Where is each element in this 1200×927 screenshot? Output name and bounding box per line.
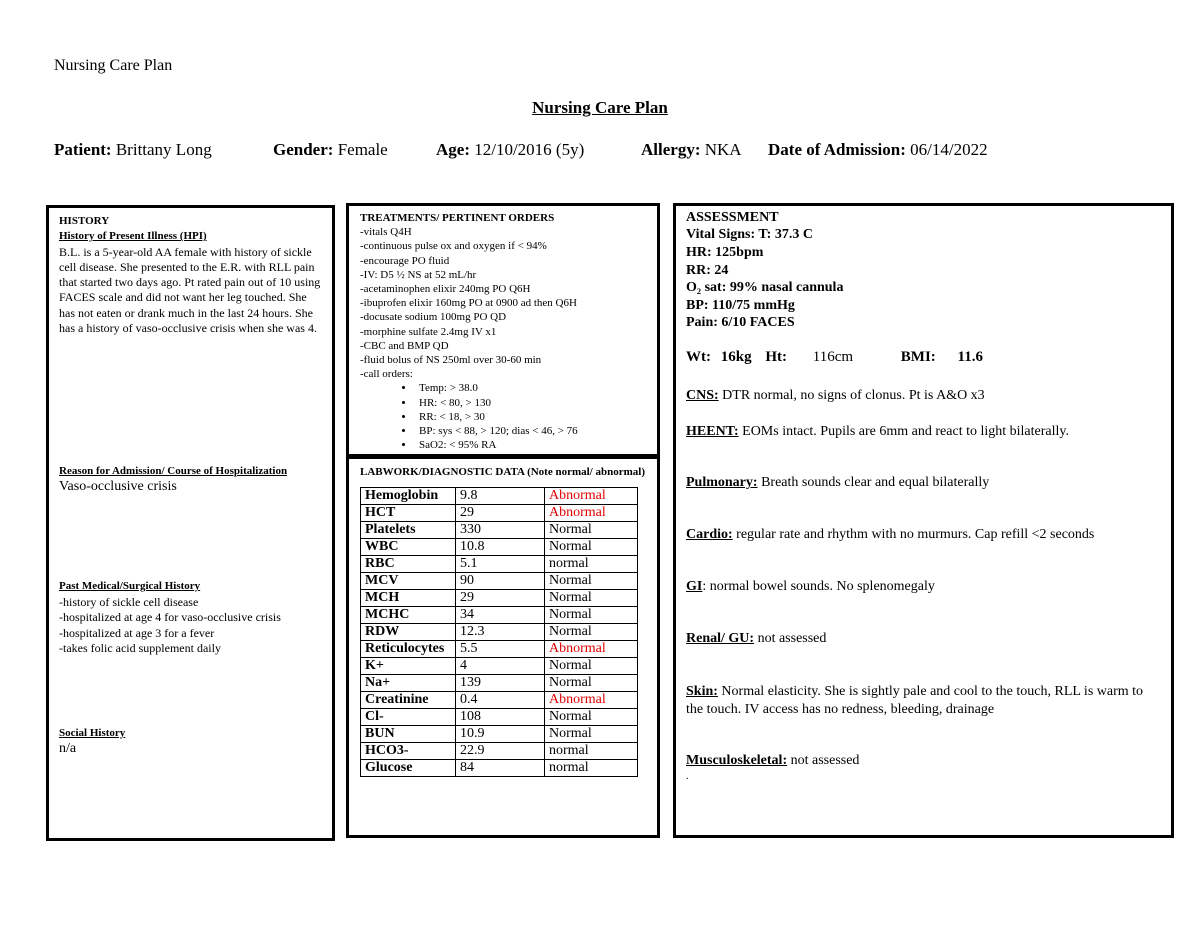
call-order-item: • Temp: > 38.0 (415, 381, 646, 395)
lab-name-cell: Platelets (361, 522, 456, 539)
treatment-item: -acetaminophen elixir 240mg PO Q6H (360, 283, 531, 296)
lab-value-cell: 330 (456, 522, 545, 539)
lab-row (361, 624, 638, 641)
lab-row (361, 760, 638, 777)
trailing-dot: . (686, 771, 689, 782)
lab-value-cell: 84 (456, 760, 545, 777)
lab-row (361, 658, 638, 675)
lab-name-cell: Hemoglobin (361, 488, 456, 505)
treatment-item: -encourage PO fluid (360, 254, 450, 267)
lab-row (361, 607, 638, 624)
age-label: Age: (436, 140, 470, 159)
labwork-box (346, 456, 660, 838)
treatment-item: -vitals Q4H (360, 226, 412, 239)
patient-field (54, 140, 212, 160)
running-header: Nursing Care Plan (54, 57, 173, 74)
lab-row (361, 488, 638, 505)
vitals-hr: HR: 125bpm (686, 245, 764, 260)
pmh-item: -hospitalized at age 4 for vaso-occlusive crisis (59, 610, 281, 625)
call-order-item: • HR: < 80, > 130 (415, 396, 646, 410)
admission-label: Date of Admission: (768, 140, 906, 159)
lab-name-cell: RBC (361, 556, 456, 573)
call-order-item: • SaO2: < 95% RA (415, 438, 646, 452)
lab-name-cell: BUN (361, 726, 456, 743)
pulmonary-row (686, 475, 1161, 491)
lab-row (361, 539, 638, 556)
lab-row (361, 522, 638, 539)
renal-label: Renal/ GU: (686, 631, 755, 646)
lab-status-cell: Abnormal (545, 488, 638, 505)
heent-text: EOMs intact. Pupils are 6mm and react to light bilaterally. (738, 424, 1069, 439)
vitals-pain: Pain: 6/10 FACES (686, 315, 795, 330)
assessment-heading: ASSESSMENT (686, 210, 779, 225)
lab-status-cell: Normal (545, 573, 638, 590)
wt-value: 16kg (720, 349, 752, 365)
treatments-heading: TREATMENTS/ PERTINENT ORDERS (360, 212, 555, 224)
bmi-label: BMI: (900, 349, 936, 365)
lab-value-cell: 22.9 (456, 743, 545, 760)
labwork-heading: LABWORK/DIAGNOSTIC DATA (Note normal/ abnormal) (360, 466, 645, 478)
gi-row (686, 579, 1161, 595)
ht-label: Ht: (765, 349, 788, 365)
lab-status-cell: normal (545, 556, 638, 573)
reason-text: Vaso-occlusive crisis (59, 479, 177, 494)
history-box (46, 205, 335, 841)
lab-name-cell: HCO3- (361, 743, 456, 760)
lab-status-cell: Normal (545, 522, 638, 539)
wt-label: Wt: (686, 349, 711, 365)
hpi-text: B.L. is a 5-year-old AA female with history of sickle cell disease. She presented to the E.R. with RLL pain that started two days ago. Pt rated pain out of 10 using FACES scale and did not want her leg touched. She has not eaten or drank much in the last 24 hours. She has a history of vaso-occlusive crisis when she was 4. (59, 244, 321, 336)
admission-value: 06/14/2022 (910, 140, 988, 159)
lab-row (361, 692, 638, 709)
treatment-item: -fluid bolus of NS 250ml over 30-60 min (360, 354, 542, 367)
history-heading: HISTORY (59, 215, 110, 227)
lab-status-cell: normal (545, 760, 638, 777)
lab-name-cell: WBC (361, 539, 456, 556)
lab-name-cell: Reticulocytes (361, 641, 456, 658)
lab-row (361, 743, 638, 760)
bmi-value: 11.6 (957, 349, 983, 365)
msk-row (686, 753, 1161, 769)
hpi-heading: History of Present Illness (HPI) (59, 230, 207, 243)
vitals-bp: BP: 110/75 mmHg (686, 298, 795, 313)
lab-status-cell: Normal (545, 607, 638, 624)
treatment-item: -IV: D5 ½ NS at 52 mL/hr (360, 268, 477, 281)
msk-label: Musculoskeletal: (686, 753, 788, 768)
skin-text: Normal elasticity. She is sightly pale and cool to the touch, RLL is warm to the touch. IV access has no redness, bleeding, drainage (686, 684, 1144, 717)
lab-row (361, 726, 638, 743)
assessment-box (673, 203, 1174, 838)
call-orders-list (360, 381, 646, 452)
lab-name-cell: Cl- (361, 709, 456, 726)
age-value: 12/10/2016 (5y) (474, 140, 585, 159)
heent-row (686, 424, 1161, 440)
treatment-item: -call orders: (360, 368, 413, 381)
vitals-o2: O₂ sat: 99% nasal cannula (686, 280, 844, 295)
renal-text: not assessed (754, 631, 827, 646)
lab-value-cell: 5.5 (456, 641, 545, 658)
skin-row (686, 683, 1161, 719)
allergy-value: NKA (704, 140, 742, 159)
pmh-heading: Past Medical/Surgical History (59, 580, 201, 592)
gender-value: Female (337, 140, 388, 159)
lab-value-cell: 34 (456, 607, 545, 624)
gender-field (273, 140, 388, 160)
lab-name-cell: Na+ (361, 675, 456, 692)
lab-row (361, 641, 638, 658)
lab-status-cell: Normal (545, 726, 638, 743)
patient-value: Brittany Long (115, 140, 212, 159)
lab-value-cell: 5.1 (456, 556, 545, 573)
lab-value-cell: 4 (456, 658, 545, 675)
lab-status-cell: Normal (545, 539, 638, 556)
lab-value-cell: 139 (456, 675, 545, 692)
treatments-box (346, 203, 660, 457)
lab-status-cell: normal (545, 743, 638, 760)
gi-text: : normal bowel sounds. No splenomegaly (702, 579, 935, 594)
cardio-label: Cardio: (686, 527, 733, 542)
lab-name-cell: MCHC (361, 607, 456, 624)
pmh-item: -takes folic acid supplement daily (59, 640, 221, 655)
treatment-item: -CBC and BMP QD (360, 339, 449, 352)
lab-value-cell: 29 (456, 590, 545, 607)
social-text: n/a (59, 741, 77, 756)
gender-label: Gender: (273, 140, 334, 159)
lab-name-cell: RDW (361, 624, 456, 641)
admission-field (768, 140, 988, 160)
lab-value-cell: 9.8 (456, 488, 545, 505)
lab-status-cell: Normal (545, 624, 638, 641)
lab-value-cell: 29 (456, 505, 545, 522)
lab-row (361, 573, 638, 590)
treatment-item: -docusate sodium 100mg PO QD (360, 311, 507, 324)
skin-label: Skin: (686, 684, 718, 699)
lab-status-cell: Normal (545, 590, 638, 607)
lab-name-cell: Creatinine (361, 692, 456, 709)
lab-value-cell: 10.8 (456, 539, 545, 556)
lab-value-cell: 12.3 (456, 624, 545, 641)
pmh-item: -history of sickle cell disease (59, 595, 199, 609)
pulmonary-label: Pulmonary: (686, 475, 758, 490)
lab-table (360, 487, 638, 777)
lab-row (361, 590, 638, 607)
reason-heading: Reason for Admission/ Course of Hospitalization (59, 465, 288, 477)
lab-name-cell: MCH (361, 590, 456, 607)
lab-status-cell: Normal (545, 658, 638, 675)
lab-row (361, 675, 638, 692)
lab-status-cell: Normal (545, 675, 638, 692)
pmh-list (59, 595, 281, 656)
heent-label: HEENT: (686, 424, 739, 439)
vitals-temp: Vital Signs: T: 37.3 C (686, 227, 813, 242)
vitals-rr: RR: 24 (686, 263, 729, 278)
patient-label: Patient: (54, 140, 112, 159)
msk-text: not assessed (787, 753, 860, 768)
lab-name-cell: K+ (361, 658, 456, 675)
lab-status-cell: Abnormal (545, 641, 638, 658)
treatment-item: -continuous pulse ox and oxygen if < 94% (360, 240, 547, 253)
lab-value-cell: 108 (456, 709, 545, 726)
lab-name-cell: MCV (361, 573, 456, 590)
call-order-item: • RR: < 18, > 30 (415, 410, 646, 424)
cns-text: DTR normal, no signs of clonus. Pt is A&O x3 (718, 388, 985, 403)
age-field (436, 140, 584, 160)
lab-status-cell: Abnormal (545, 505, 638, 522)
lab-name-cell: HCT (361, 505, 456, 522)
cns-label: CNS: (686, 388, 719, 403)
gi-label: GI (686, 579, 703, 594)
lab-value-cell: 90 (456, 573, 545, 590)
lab-value-cell: 10.9 (456, 726, 545, 743)
lab-row (361, 556, 638, 573)
cardio-row (686, 527, 1161, 543)
lab-row (361, 505, 638, 522)
lab-value-cell: 0.4 (456, 692, 545, 709)
treatment-item: -ibuprofen elixir 160mg PO at 0900 ad then Q6H (360, 297, 577, 310)
cns-row (686, 388, 1161, 404)
pulmonary-text: Breath sounds clear and equal bilaterally (757, 475, 990, 490)
allergy-label: Allergy: (641, 140, 701, 159)
lab-status-cell: Normal (545, 709, 638, 726)
social-heading: Social History (59, 727, 126, 739)
page-title: Nursing Care Plan (532, 98, 668, 117)
ht-value: 116cm (812, 349, 854, 365)
body-measurements (686, 349, 1161, 366)
lab-name-cell: Glucose (361, 760, 456, 777)
renal-row (686, 631, 1161, 647)
call-order-item: • BP: sys < 88, > 120; dias < 46, > 76 (415, 424, 646, 438)
treatment-item: -morphine sulfate 2.4mg IV x1 (360, 325, 497, 338)
pmh-item: -hospitalized at age 3 for a fever (59, 625, 215, 640)
lab-status-cell: Abnormal (545, 692, 638, 709)
allergy-field (641, 140, 742, 160)
lab-row (361, 709, 638, 726)
cardio-text: regular rate and rhythm with no murmurs. Cap refill <2 seconds (732, 527, 1095, 542)
